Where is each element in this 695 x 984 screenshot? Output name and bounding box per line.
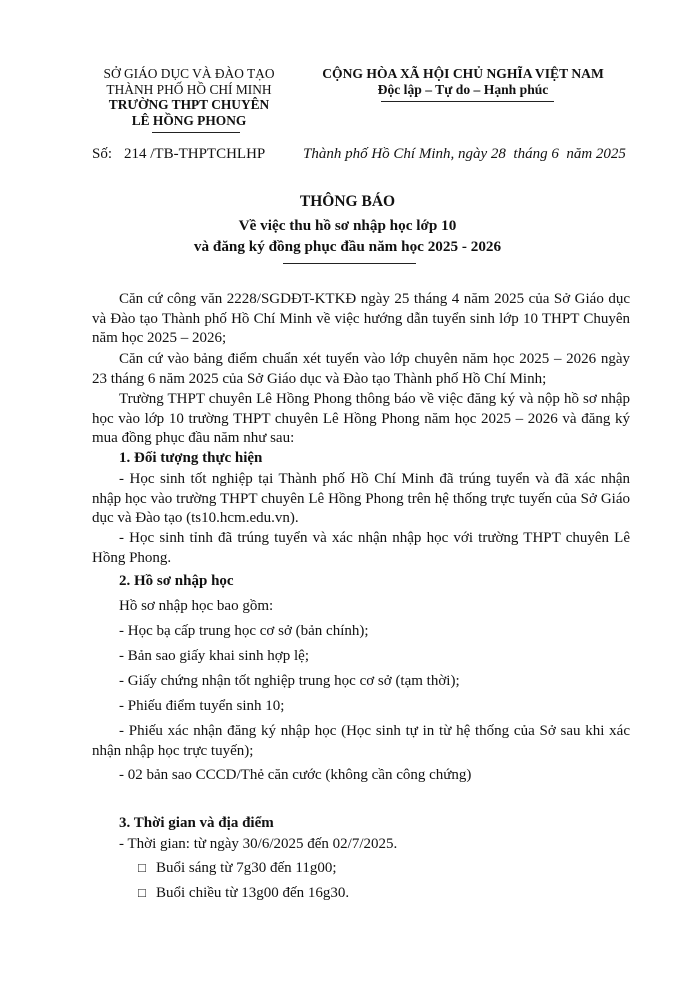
list-item: - Phiếu xác nhận đăng ký nhập học (Học sinh tự in từ hệ thống của Sở sau khi xác nhận nhập học trực tuyến); [92,723,630,759]
list-item: □ Buổi chiều từ 13g00 đến 16g30. [138,885,350,901]
national-motto-block [308,66,618,98]
paragraph-legal-basis-2: Căn cứ vào bảng điểm chuẩn xét tuyển vào lớp chuyên năm học 2025 – 2026 ngày 23 tháng 6 năm 2025 của Sở Giáo dục và Đào tạo Thành phố Hồ Chí Minh; [92,351,630,387]
agency-line-1: SỞ GIÁO DỤC VÀ ĐÀO TẠO [103,66,275,81]
document-subtitle-2: và đăng ký đồng phục đầu năm học 2025 - 2026 [193,238,502,255]
school-name-line-2: LÊ HỒNG PHONG [131,112,247,128]
paragraph-legal-basis-1: Căn cứ công văn 2228/SGDĐT-KTKĐ ngày 25 tháng 4 năm 2025 của Sở Giáo dục và Đào tạo Thành phố Hồ Chí Minh về việc hướng dẫn tuyển sinh lớp 10 THPT Chuyên năm học 2025 – 2026; [92,291,630,346]
section-2-intro: Hồ sơ nhập học bao gồm: [119,598,274,614]
agency-underline [152,132,240,133]
document-number-value: 214 [124,146,147,162]
document-subtitle-1: Về việc thu hồ sơ nhập học lớp 10 [238,217,457,234]
document-number-code: /TB-THPTCHLHP [150,146,266,162]
list-item: - Phiếu điểm tuyển sinh 10; [119,698,285,714]
list-item: □ Buổi sáng từ 7g30 đến 11g00; [138,860,337,876]
agency-line-2: THÀNH PHỐ HỒ CHÍ MINH [106,81,272,97]
national-motto: Độc lập – Tự do – Hạnh phúc [377,82,549,97]
section-2-heading: 2. Hồ sơ nhập học [119,573,234,589]
issuing-agency-block [78,66,300,128]
paragraph-announcement: Trường THPT chuyên Lê Hồng Phong thông báo về việc đăng ký và nộp hồ sơ nhập học vào lớp 10 trường THPT chuyên Lê Hồng Phong năm học 2025 – 2026 và đăng ký mua đồng phục đầu năm như sau: [92,391,630,446]
hollow-square-bullet-icon: □ [138,860,146,875]
document-number [92,146,265,163]
section-3-time: - Thời gian: từ ngày 30/6/2025 đến 02/7/2025. [119,836,398,852]
section-1-item-2: - Học sinh tỉnh đã trúng tuyển và xác nhận nhập học với trường THPT chuyên Lê Hồng Phong. [92,530,630,566]
section-1-item-1: - Học sinh tốt nghiệp tại Thành phố Hồ Chí Minh đã trúng tuyển và đã xác nhận nhập học vào trường THPT chuyên Lê Hồng Phong trên hệ thống trực tuyến của Sở Giáo dục và Đào tạo (ts10.hcm.edu.vn). [92,471,630,526]
list-item: - Giấy chứng nhận tốt nghiệp trung học cơ sở (tạm thời); [119,673,460,689]
document-title: THÔNG BÁO [299,193,396,210]
school-name-line-1: TRƯỜNG THPT CHUYÊN [108,97,270,113]
list-item: - 02 bản sao CCCD/Thẻ căn cước (không cần công chứng) [119,767,472,783]
list-item: - Bản sao giấy khai sinh hợp lệ; [119,648,309,664]
list-item: - Học bạ cấp trung học cơ sở (bản chính); [119,623,369,639]
section-3-heading: 3. Thời gian và địa điểm [119,815,274,831]
national-title: CỘNG HÒA XÃ HỘI CHỦ NGHĨA VIỆT NAM [322,66,604,81]
hollow-square-bullet-icon: □ [138,885,146,900]
document-number-label: Số: [92,146,113,162]
motto-underline [381,101,554,102]
title-underline [283,263,416,264]
document-date: Thành phố Hồ Chí Minh, ngày 28 tháng 6 năm 2025 [303,146,626,162]
section-1-heading: 1. Đối tượng thực hiện [119,450,263,466]
